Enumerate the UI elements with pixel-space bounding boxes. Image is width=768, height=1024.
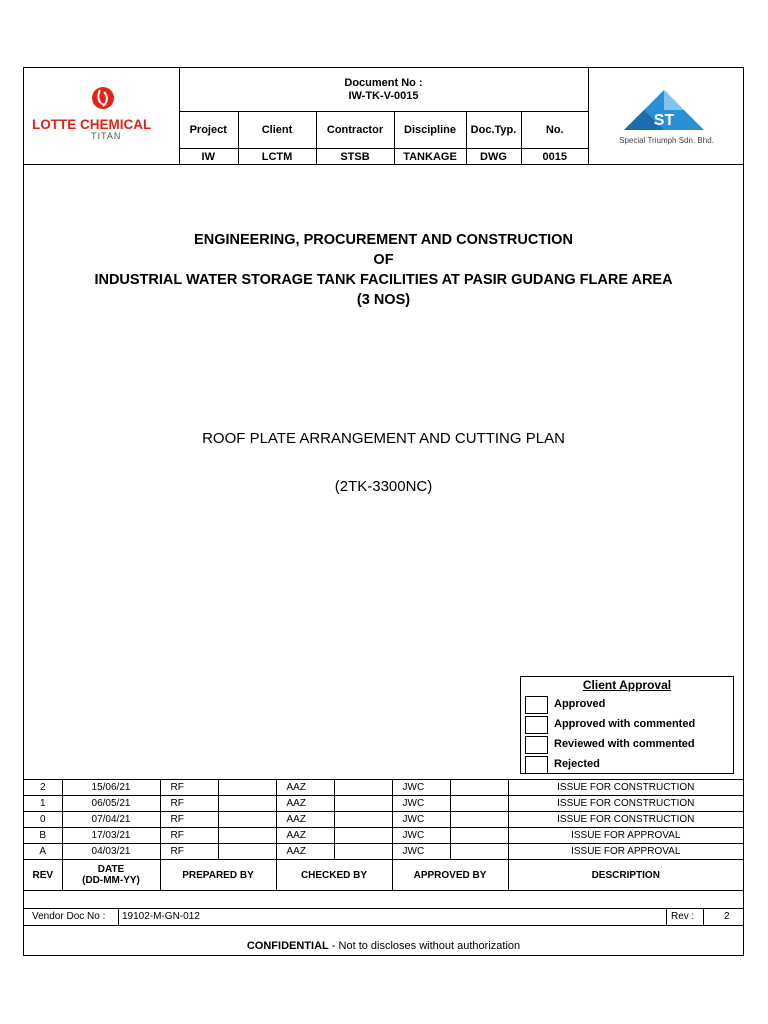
revision-cell: ISSUE FOR CONSTRUCTION — [508, 780, 743, 796]
revision-cell: 07/04/21 — [62, 812, 160, 828]
revision-row — [24, 828, 743, 844]
col-discipline: Discipline — [394, 112, 466, 149]
approved-by-header: APPROVED BY — [392, 860, 508, 891]
revision-cell: 04/03/21 — [62, 844, 160, 860]
approval-option-rejected[interactable] — [525, 756, 731, 774]
rev-header: REV — [24, 860, 62, 891]
approval-option-approved-commented[interactable] — [525, 716, 731, 734]
val-doc-type: DWG — [466, 149, 521, 165]
checkbox[interactable] — [525, 716, 548, 734]
revision-cell — [218, 780, 276, 796]
revision-cell: 0 — [24, 812, 62, 828]
col-contractor: Contractor — [316, 112, 394, 149]
revision-table — [24, 779, 743, 906]
checkbox[interactable] — [525, 756, 548, 774]
revision-cell: ISSUE FOR APPROVAL — [508, 844, 743, 860]
blank-cell — [24, 891, 743, 907]
checkbox[interactable] — [525, 696, 548, 714]
special-triumph-name: Special Triumph Sdn. Bhd. — [619, 136, 714, 145]
revision-header-row — [24, 860, 743, 891]
lotte-brand-text: LOTTE CHEMICAL — [32, 117, 152, 132]
revision-row — [24, 844, 743, 860]
prepared-by-header: PREPARED BY — [160, 860, 276, 891]
doc-no-label: Document No : — [344, 77, 423, 89]
vendor-doc-row — [24, 908, 743, 926]
revision-cell: 2 — [24, 780, 62, 796]
revision-cell: RF — [160, 780, 218, 796]
confidential-text: - Not to discloses without authorization — [328, 940, 521, 952]
special-triumph-logo-icon — [589, 68, 744, 164]
project-title — [24, 230, 743, 310]
confidential-notice — [24, 940, 743, 952]
revision-cell — [218, 828, 276, 844]
revision-cell: 17/03/21 — [62, 828, 160, 844]
vendor-doc-label: Vendor Doc No : — [32, 911, 106, 922]
col-project: Project — [179, 112, 238, 149]
revision-cell: RF — [160, 812, 218, 828]
document-number — [179, 68, 588, 112]
revision-cell: AAZ — [276, 844, 334, 860]
revision-cell: JWC — [392, 828, 450, 844]
tank-number: (2TK-3300NC) — [334, 478, 433, 495]
drawing-title: ROOF PLATE ARRANGEMENT AND CUTTING PLAN — [202, 430, 565, 447]
revision-cell — [450, 796, 508, 812]
date-header-label: DATE — [97, 864, 125, 875]
revision-cell: JWC — [392, 780, 450, 796]
val-discipline: TANKAGE — [394, 149, 466, 165]
vendor-rev-value: 2 — [724, 911, 730, 922]
revision-cell — [218, 796, 276, 812]
description-header: DESCRIPTION — [508, 860, 743, 891]
lotte-logo-icon — [24, 68, 179, 164]
option-label: Approved with commented — [554, 718, 696, 730]
revision-cell: ISSUE FOR CONSTRUCTION — [508, 796, 743, 812]
revision-row — [24, 796, 743, 812]
revision-cell — [450, 780, 508, 796]
revision-cell: AAZ — [276, 780, 334, 796]
revision-cell: AAZ — [276, 796, 334, 812]
doc-no-value: IW-TK-V-0015 — [348, 90, 419, 102]
revision-cell: B — [24, 828, 62, 844]
revision-cell: ISSUE FOR APPROVAL — [508, 828, 743, 844]
col-client: Client — [238, 112, 316, 149]
client-approval-box — [520, 676, 734, 774]
revision-cell: ISSUE FOR CONSTRUCTION — [508, 812, 743, 828]
revision-cell: 1 — [24, 796, 62, 812]
client-approval-title: Client Approval — [582, 678, 672, 692]
vendor-rev-label: Rev : — [666, 909, 704, 925]
special-triumph-logo — [588, 68, 744, 164]
revision-cell — [334, 812, 392, 828]
header — [24, 68, 743, 165]
date-header-format: (DD-MM-YY) — [82, 875, 140, 886]
title-line-4: (3 NOS) — [356, 292, 411, 308]
project-meta-table — [179, 112, 588, 164]
revision-cell: 06/05/21 — [62, 796, 160, 812]
checked-by-header: CHECKED BY — [276, 860, 392, 891]
st-mark: ST — [653, 112, 675, 129]
checkbox[interactable] — [525, 736, 548, 754]
val-client: LCTM — [238, 149, 316, 165]
lotte-sub-text: TITAN — [91, 131, 122, 141]
approval-option-reviewed-commented[interactable] — [525, 736, 731, 754]
col-no: No. — [521, 112, 588, 149]
option-label: Approved — [554, 698, 606, 710]
revision-cell — [334, 844, 392, 860]
val-contractor: STSB — [316, 149, 394, 165]
revision-cell — [450, 812, 508, 828]
revision-cell: AAZ — [276, 812, 334, 828]
vendor-doc-value: 19102-M-GN-012 — [118, 909, 200, 925]
revision-cell: A — [24, 844, 62, 860]
revision-cell — [218, 812, 276, 828]
revision-cell — [218, 844, 276, 860]
title-line-2: OF — [373, 252, 394, 268]
revision-cell — [450, 844, 508, 860]
title-line-1: ENGINEERING, PROCUREMENT AND CONSTRUCTION — [194, 232, 573, 248]
option-label: Reviewed with commented — [554, 738, 695, 750]
title-line-3: INDUSTRIAL WATER STORAGE TANK FACILITIES AT PASIR GUDANG FLARE AREA — [94, 272, 673, 288]
revision-cell: RF — [160, 796, 218, 812]
revision-cell: JWC — [392, 844, 450, 860]
blank-row — [24, 891, 743, 907]
col-doc-type: Doc.Typ. — [466, 112, 521, 149]
document-page — [23, 67, 744, 956]
revision-row — [24, 812, 743, 828]
revision-cell: 15/06/21 — [62, 780, 160, 796]
revision-cell: AAZ — [276, 828, 334, 844]
revision-cell — [334, 828, 392, 844]
val-no: 0015 — [521, 149, 588, 165]
revision-cell — [334, 796, 392, 812]
revision-cell: JWC — [392, 812, 450, 828]
revision-cell — [334, 780, 392, 796]
date-header — [62, 860, 160, 891]
option-label: Rejected — [554, 758, 600, 770]
revision-cell: RF — [160, 844, 218, 860]
revision-cell — [450, 828, 508, 844]
val-project: IW — [179, 149, 238, 165]
confidential-bold: CONFIDENTIAL — [246, 940, 329, 952]
revision-cell: RF — [160, 828, 218, 844]
revision-row — [24, 780, 743, 796]
revision-cell: JWC — [392, 796, 450, 812]
lotte-chemical-logo — [24, 68, 180, 164]
approval-option-approved[interactable] — [525, 696, 731, 714]
